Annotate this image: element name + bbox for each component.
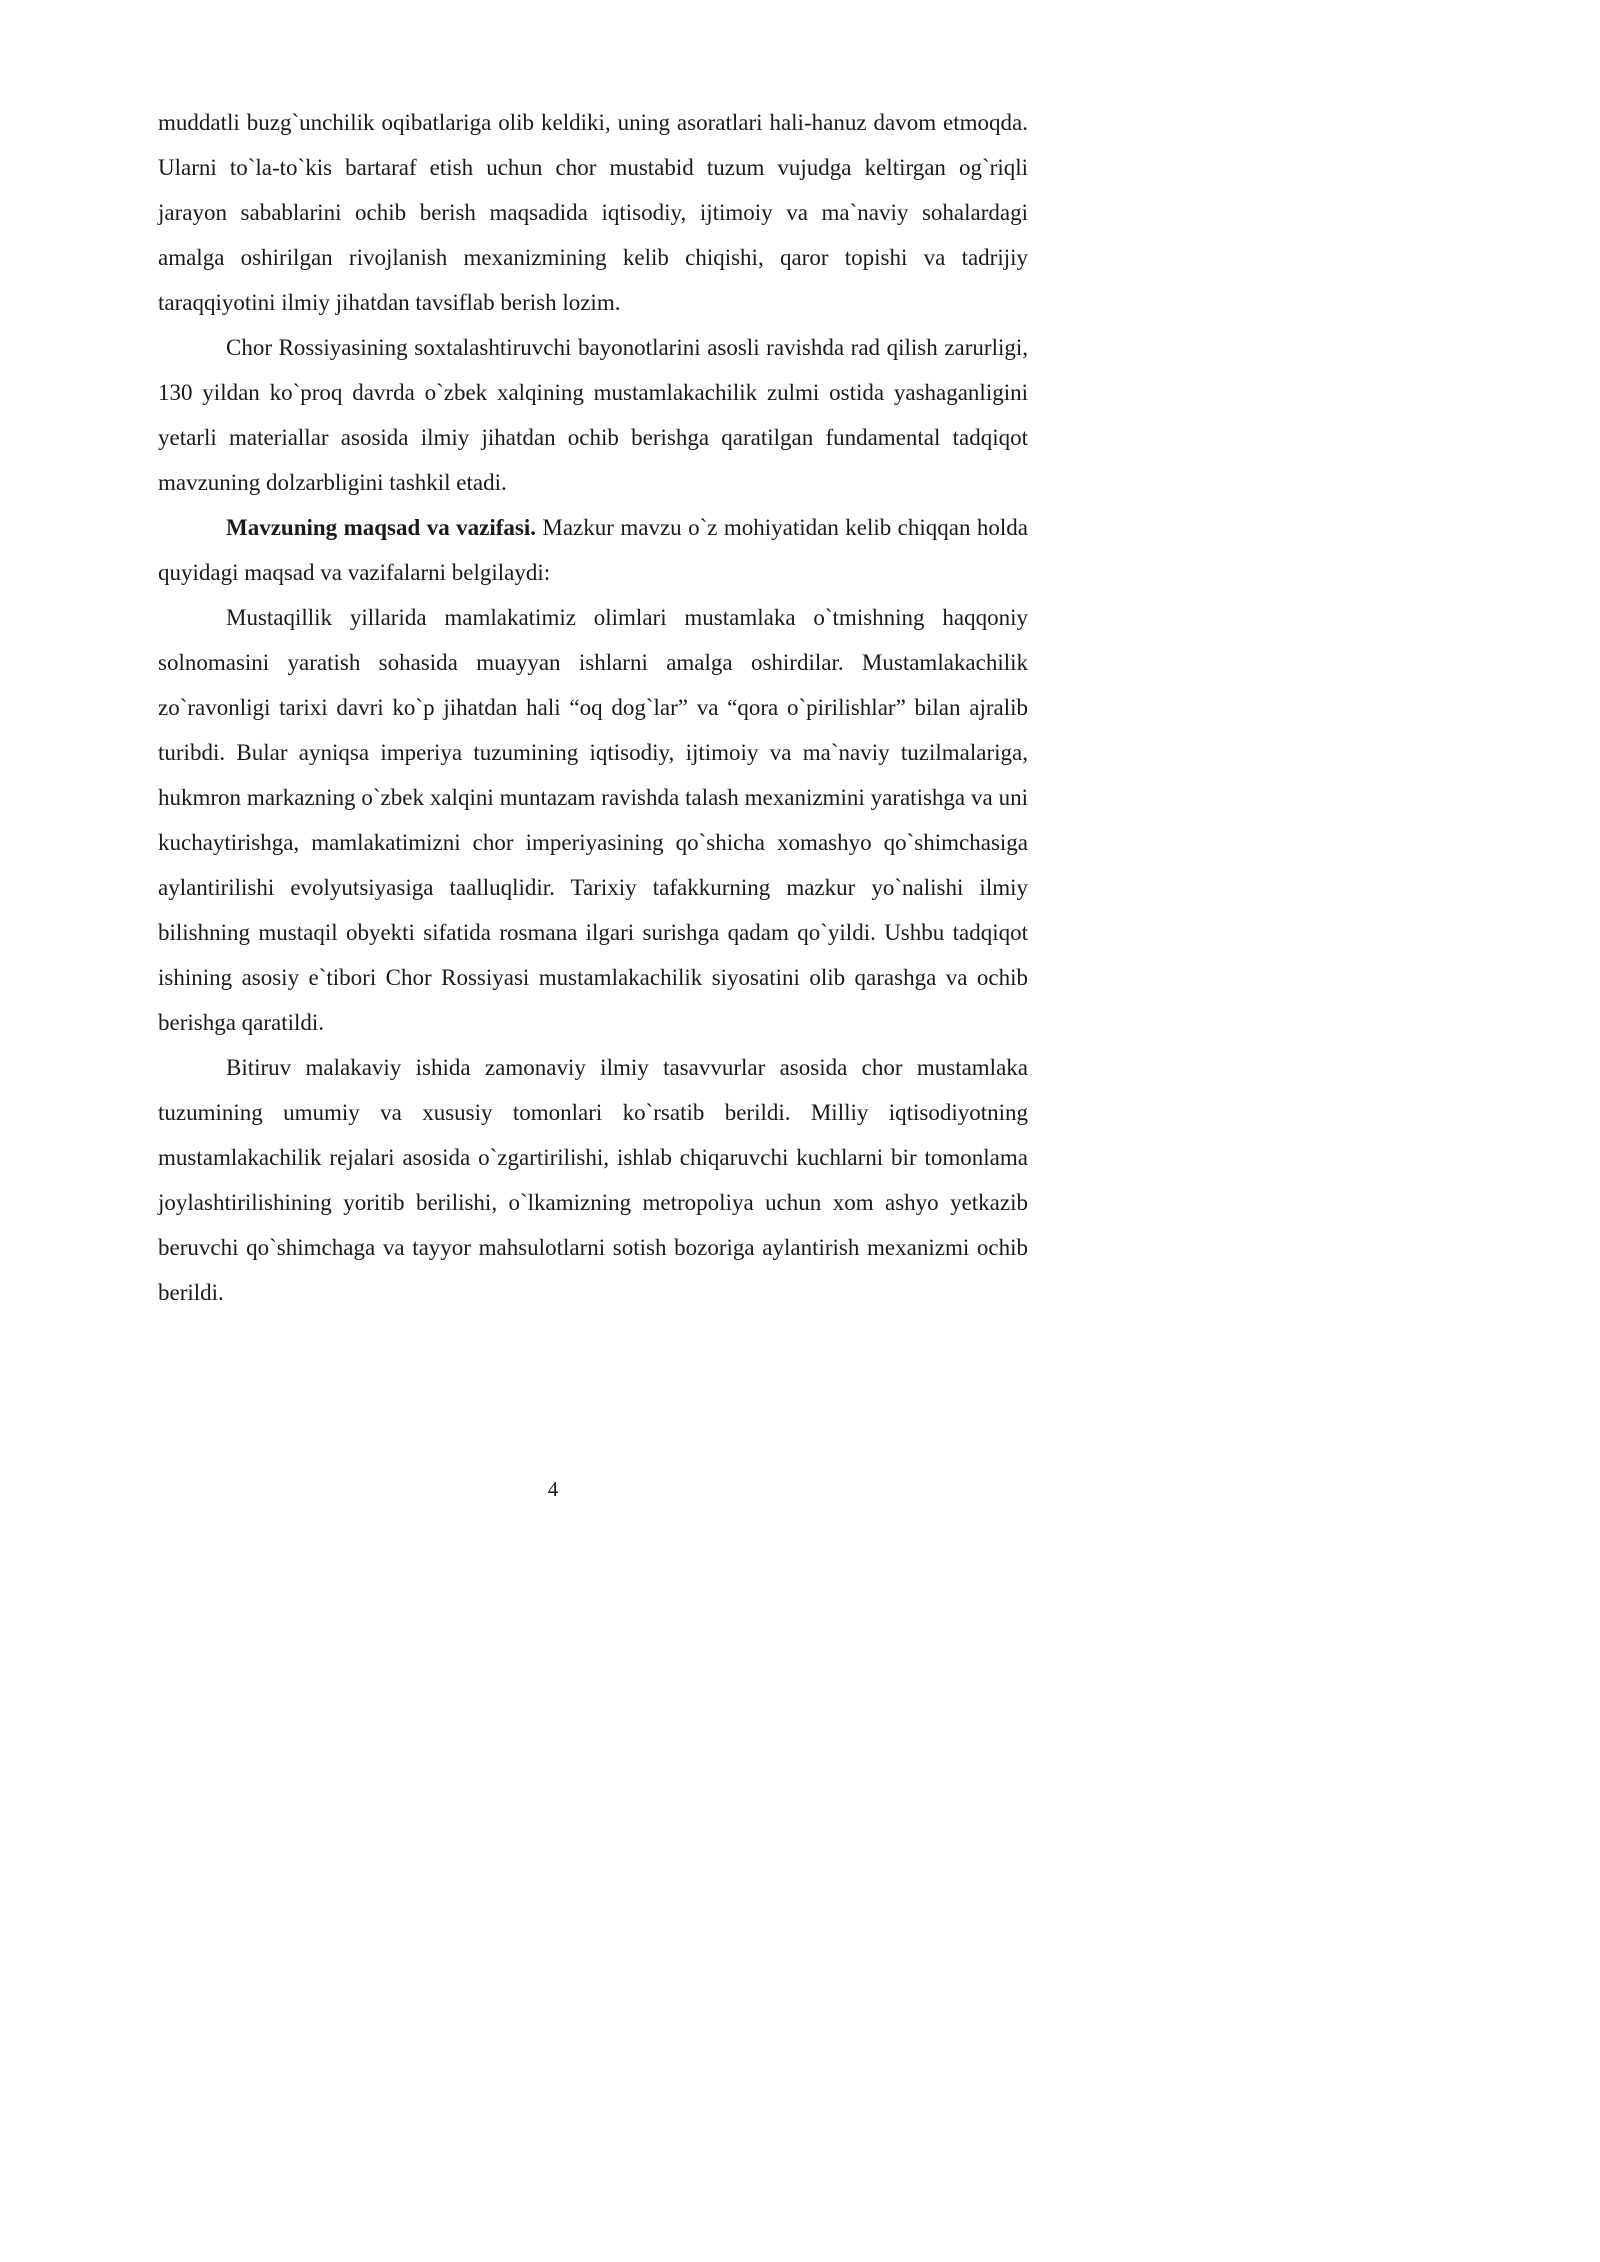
paragraph-continuation [158,100,1028,325]
paragraph-text: Chor Rossiyasining soxtalashtiruvchi bayonotlarini asosli ravishda rad qilish zarurligi, 130 yildan ko`proq davrda o`zbek xalqining mustamlakachilik zulmi ostida yashaganligini yetarli materiallar asosida ilmiy jihatdan ochib berishga qaratilgan fundamental tadqiqot mavzuning dolzarbligini tashkil etadi. [158,335,1028,495]
paragraph-text: Bitiruv malakaviy ishida zamonaviy ilmiy tasavvurlar asosida chor mustamlaka tuzumining umumiy va xususiy tomonlari ko`rsatib berildi. Milliy iqtisodiyotning mustamlakachilik rejalari asosida o`zgartirilishi, ishlab chiqaruvchi kuchlarni bir tomonlama joylashtirilishining yoritib berilishi, o`lkamizning metropoliya uchun xom ashyo yetkazib beruvchi qo`shimchaga va tayyor mahsulotlarni sotish bozoriga aylantirish mexanizmi ochib berildi. [158,1055,1028,1305]
paragraph-text: Mustaqillik yillarida mamlakatimiz olimlari mustamlaka o`tmishning haqqoniy solnomasini yaratish sohasida muayyan ishlarni amalga oshirdilar. Mustamlakachilik zo`ravonligi tarixi davri ko`p jihatdan hali “oq dog`lar” va “qora o`pirilishlar” bilan ajralib turibdi. Bular ayniqsa imperiya tuzumining iqtisodiy, ijtimoiy va ma`naviy tuzilmalariga, hukmron markazning o`zbek xalqini muntazam ravishda talash mexanizmini yaratishga va uni kuchaytirishga, mamlakatimizni chor imperiyasining qo`shicha xomashyo qo`shimchasiga aylantirilishi evolyutsiyasiga taalluqlidir. Tarixiy tafakkurning mazkur yo`nalishi ilmiy bilishning mustaqil obyekti sifatida rosmana ilgari surishga qadam qo`yildi. Ushbu tadqiqot ishining asosiy e`tibori Chor Rossiyasi mustamlakachilik siyosatini olib qarashga va ochib berishga qaratildi. [158,605,1028,1035]
paragraph-independence-research [158,595,1028,1045]
body-text [158,100,1028,1315]
paragraph-text: muddatli buzg`unchilik oqibatlariga olib keldiki, uning asoratlari hali-hanuz davom etmoqda. Ularni to`la-to`kis bartaraf etish uchun chor mustabid tuzum vujudga keltirgan og`riqli jarayon sabablarini ochib berish maqsadida iqtisodiy, ijtimoiy va ma`naviy sohalardagi amalga oshirilgan rivojlanish mexanizmining kelib chiqishi, qaror topishi va tadrijiy taraqqiyotini ilmiy jihatdan tavsiflab berish lozim. [158,110,1028,315]
paragraph-relevance [158,325,1028,505]
paragraph-text: Mazkur mavzu o`z mohiyatidan kelib chiqqan holda quyidagi maqsad va vazifalarni belgilaydi: [158,515,1028,585]
section-heading: Mavzuning maqsad va vazifasi. [226,515,536,540]
page-number: 4 [547,1477,559,1501]
document-page [0,0,1106,1564]
paragraph-goals [158,505,1028,595]
paragraph-thesis-summary [158,1045,1028,1315]
